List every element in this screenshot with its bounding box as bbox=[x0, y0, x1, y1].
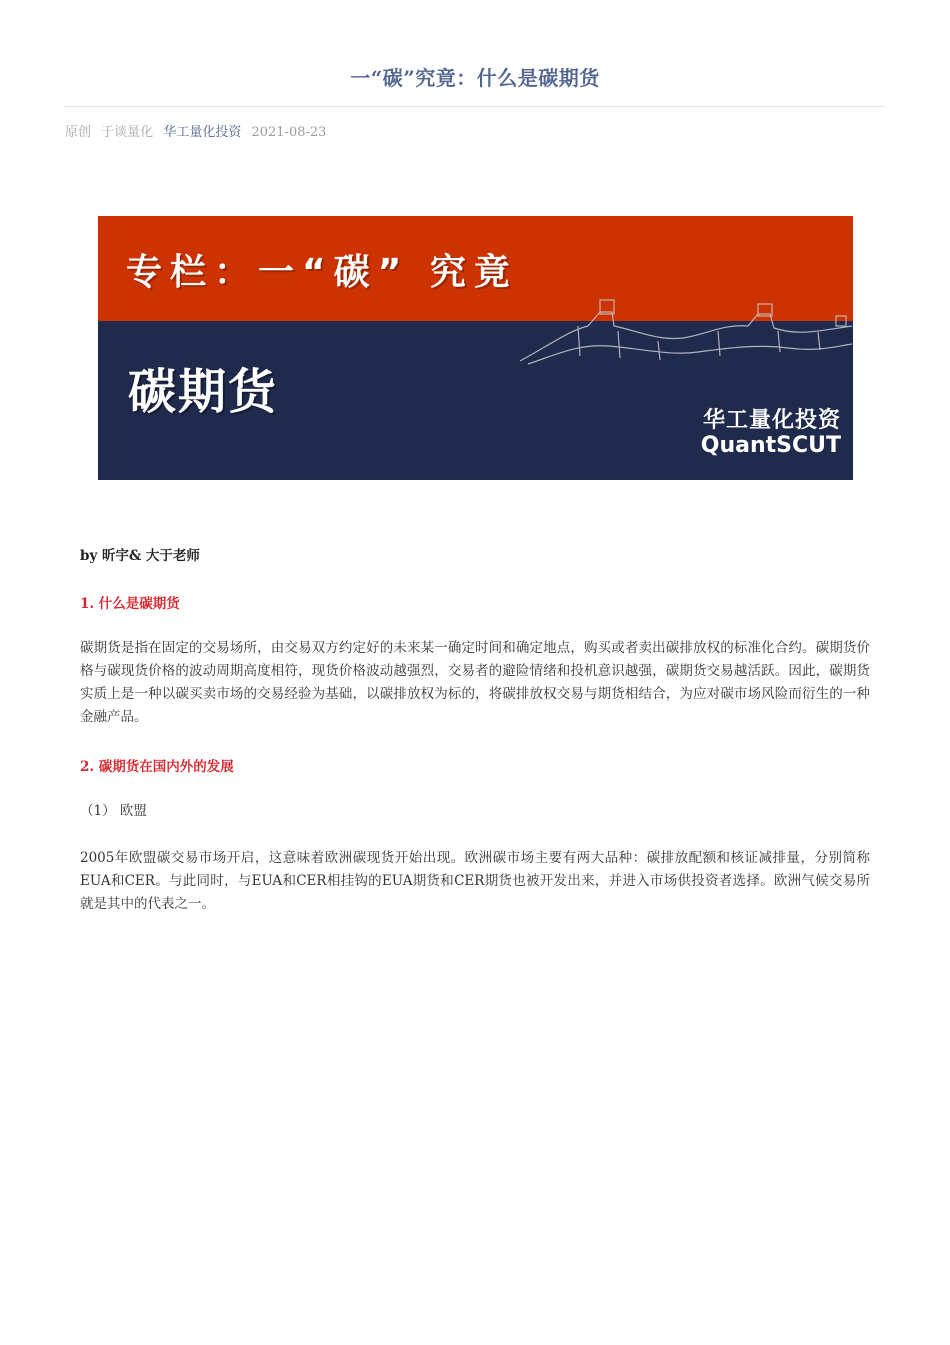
banner-image bbox=[98, 216, 853, 480]
byline: by 昕宇& 大于老师 bbox=[80, 548, 200, 564]
banner-brand bbox=[701, 408, 841, 459]
section2-heading: 2. 碳期货在国内外的发展 bbox=[80, 759, 234, 775]
section1-heading: 1. 什么是碳期货 bbox=[80, 596, 180, 612]
account-link[interactable]: 华工量化投资 bbox=[163, 125, 242, 140]
great-wall-illustration bbox=[518, 286, 853, 366]
subsection-label: （1） 欧盟 bbox=[80, 803, 147, 819]
publish-date: 2021-08-23 bbox=[251, 125, 327, 140]
banner-brand-cn: 华工量化投资 bbox=[702, 408, 841, 433]
author-name[interactable]: 于谈量化 bbox=[101, 125, 154, 140]
title-divider bbox=[64, 106, 885, 107]
section2-paragraph: 2005年欧盟碳交易市场开启，这意味着欧洲碳现货开始出现。欧洲碳市场主要有两大品种：碳排放配额和核证减排量，分别简称EUA和CER。与此同时，与EUA和CER相挂钩的EUA期货和CER期货也被开发出来，并进入市场供投资者选择。欧洲气候交易所就是其中的代表之一。 bbox=[80, 850, 870, 912]
banner-heading: 碳期货 bbox=[128, 364, 279, 420]
banner-column-title: 专栏：一“碳” 究竟 bbox=[126, 252, 518, 293]
section1-paragraph: 碳期货是指在固定的交易场所，由交易双方约定好的未来某一确定时间和确定地点，购买或者卖出碳排放权的标准化合约。碳期货价格与碳现货价格的波动周期高度相符，现货价格波动越强烈，交易者的避险情绪和投机意识越强，碳期货交易越活跃。因此，碳期货实质上是一种以碳买卖市场的交易经验为基础，以碳排放权为标的，将碳排放权交易与期货相结合，为应对碳市场风险而衍生的一种金融产品。 bbox=[80, 640, 870, 725]
article-meta bbox=[65, 121, 332, 140]
banner-brand-en: QuantSCUT bbox=[700, 433, 841, 459]
original-tag: 原创 bbox=[65, 125, 92, 140]
article-title: 一“碳”究竟：什么是碳期货 bbox=[350, 66, 600, 90]
